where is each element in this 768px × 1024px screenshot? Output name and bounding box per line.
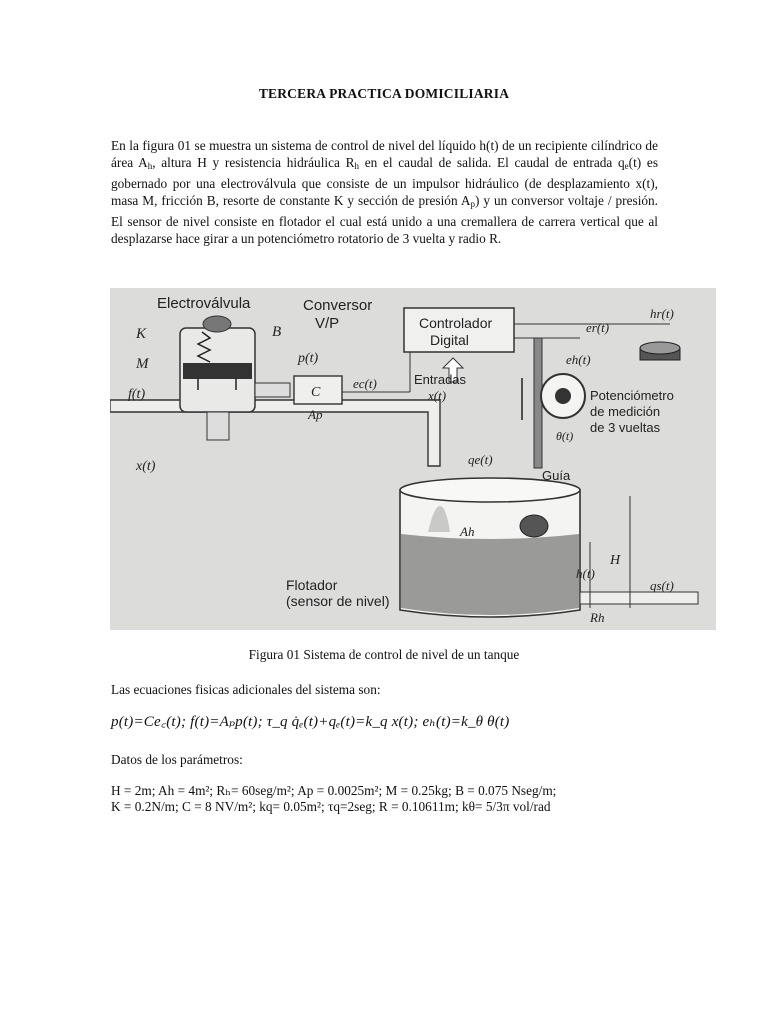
float	[520, 515, 548, 537]
h-label: H	[610, 553, 621, 568]
qe-label: qe(t)	[468, 452, 493, 467]
figure-caption: Figura 01 Sistema de control de nivel de un tanque	[248, 647, 520, 662]
electrovalve-label: Electroválvula	[157, 295, 251, 312]
level-control-diagram	[110, 288, 716, 630]
controller-label: Controlador	[419, 315, 493, 331]
hr-label: hr(t)	[650, 306, 674, 321]
intro-paragraph: En la figura 01 se muestra un sistema de control de nivel del líquido h(t) de un recipiente cilíndrico de área $A_h$, altura H y resistencia hidráulica $R_h$ en el caudal de salida. El caudal de entrada $q_e(t)$ es gobernado por una electroválvula que consiste de un impulsor hidráulico (de desplazamiento x(t), masa M, fricción B, resorte de constante K y sección de presión $A_p$) y un conversor voltaje / presión. El sensor de nivel consiste en flotador el cual está unido a una cremallera de carrera vertical que al desplazarse hace girar a un potenciómetro rotatorio de 3 vuelta y radio R.	[111, 138, 659, 246]
page-title: TERCERA PRACTICA DOMICILIARIA	[258, 86, 510, 101]
b-label: B	[272, 324, 282, 340]
valve-cap	[203, 316, 231, 332]
pressure-tube	[255, 383, 290, 397]
eh-label: eh(t)	[566, 352, 591, 367]
rack	[534, 338, 542, 468]
ec-label: ec(t)	[353, 376, 377, 391]
f-label: f(t)	[128, 387, 146, 402]
equations: p(t)=Ce꜀(t); f(t)=Aₚp(t); τ_q q̇ₑ(t)+qₑ(t)=k_q x(t); eₕ(t)=k_θ θ(t)	[111, 714, 510, 730]
inputs-label-2: x(t)	[428, 388, 447, 403]
equations-intro: Las ecuaciones fisicas adicionales del sistema son:	[111, 682, 381, 697]
c-label: C	[311, 385, 321, 400]
ap-label: Ap	[308, 407, 323, 422]
inlet-pipe	[110, 400, 440, 466]
potentiometer-hub	[555, 388, 571, 404]
pot-label: Potenciómetro	[590, 388, 674, 403]
pot-label-2: de medición	[590, 404, 661, 419]
parameters	[111, 783, 556, 815]
p-label: p(t)	[298, 351, 319, 366]
x-label: x(t)	[136, 459, 156, 474]
params-line-1: H = 2m; Ah = 4m²; Rₕ= 60seg/m²; Ap = 0.0025m²; M = 0.25kg; B = 0.075 Nseg/m;	[111, 783, 557, 798]
ht-label: h(t)	[576, 566, 595, 581]
float-label-2: (sensor de nivel)	[286, 593, 390, 609]
float-label: Flotador	[286, 577, 338, 593]
qs-label: qs(t)	[650, 578, 674, 593]
m-label: M	[136, 356, 149, 372]
rh-label: Rh	[590, 610, 605, 625]
valve-stem	[207, 412, 229, 440]
guide-label: Guía	[542, 468, 571, 483]
params-line-2: K = 0.2N/m; C = 8 NV/m²; kq= 0.05m²; τq=2seg; R = 0.10611m; kθ= 5/3π vol/rad	[111, 799, 551, 814]
converter-label: Conversor	[303, 297, 373, 314]
inputs-label: Entradas	[414, 372, 467, 387]
er-label: er(t)	[586, 320, 610, 335]
outlet-pipe	[580, 592, 698, 604]
tank-liquid	[401, 534, 579, 615]
pot-label-3: de 3 vueltas	[590, 420, 661, 435]
k-label: K	[136, 326, 147, 342]
ah-label: Ah	[460, 524, 475, 539]
figure-diagram	[110, 288, 716, 630]
electrovalve-mass	[183, 363, 252, 379]
hr-knob-top	[640, 342, 680, 354]
params-intro: Datos de los parámetros:	[111, 752, 243, 767]
converter-label-2: V/P	[315, 315, 340, 332]
controller-label-2: Digital	[430, 332, 469, 348]
theta-label: θ(t)	[556, 429, 574, 443]
